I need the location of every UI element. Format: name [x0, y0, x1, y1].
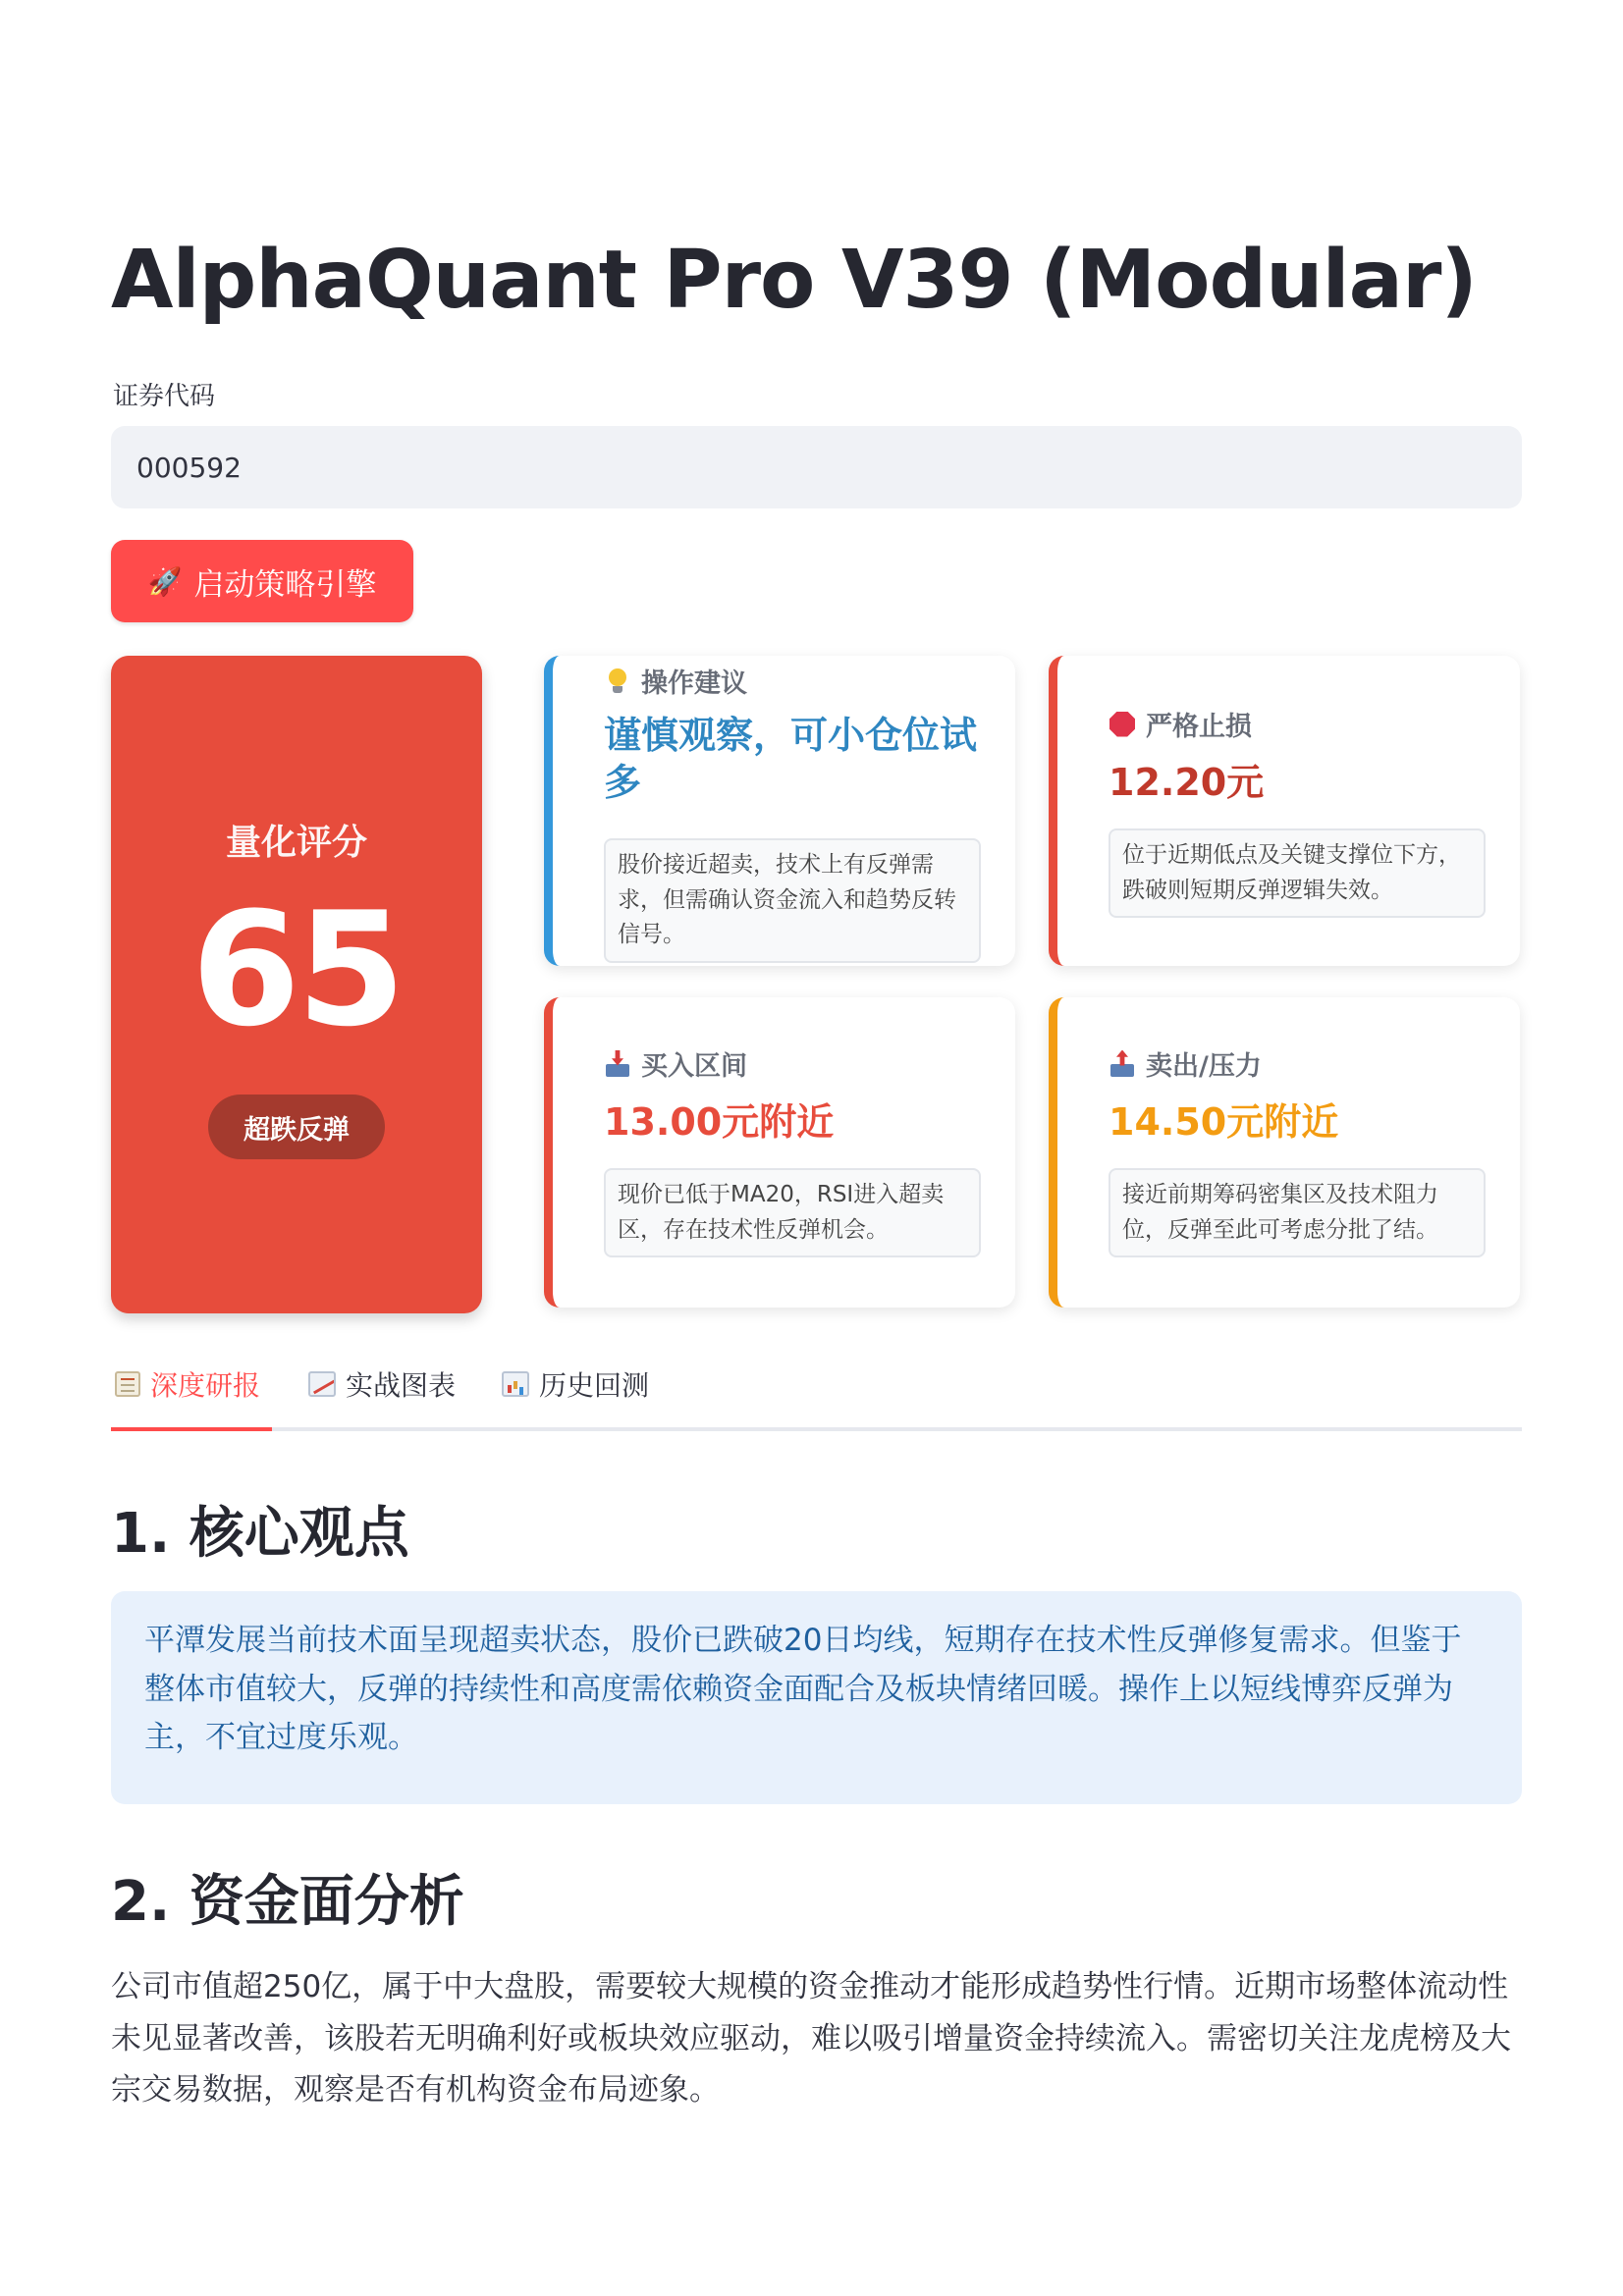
security-code-label: 证券代码	[113, 382, 216, 411]
score-badge: 超跌反弹	[208, 1095, 385, 1159]
stop-loss-card-header	[1109, 705, 1252, 743]
run-strategy-label: 启动策略引擎	[193, 566, 377, 603]
sell-pressure-card	[1049, 997, 1520, 1308]
stop-loss-card	[1049, 656, 1520, 966]
buy-zone-note: 现价已低于MA20，RSI进入超卖区，存在技术性反弹机会。	[604, 1168, 981, 1257]
advice-title: 操作建议	[641, 668, 747, 699]
core-view-info-box: 平潭发展当前技术面呈现超卖状态，股价已跌破20日均线，短期存在技术性反弹修复需求。但鉴于整体市值较大，反弹的持续性和高度需依赖资金面配合及板块情绪回暖。操作上以短线博弈反弹为主，不宜过度乐观。	[111, 1591, 1522, 1804]
score-label: 量化评分	[225, 823, 367, 863]
advice-note: 股价接近超卖，技术上有反弹需求，但需确认资金流入和趋势反转信号。	[604, 838, 981, 963]
sell-pressure-card-header	[1109, 1044, 1262, 1083]
advice-card-header	[604, 662, 747, 700]
tab-live-chart[interactable]	[308, 1364, 456, 1404]
stop-loss-value: 12.20元	[1109, 761, 1265, 804]
security-code-input[interactable]	[111, 426, 1522, 508]
advice-card	[544, 656, 1015, 966]
chart-increasing-icon	[308, 1371, 336, 1397]
buy-zone-card	[544, 997, 1015, 1308]
stop-sign-icon	[1109, 711, 1136, 738]
tab-deep-report[interactable]	[115, 1364, 260, 1404]
section-core-view-title: 1. 核心观点	[111, 1502, 409, 1566]
tab-live-chart-label: 实战图表	[346, 1369, 457, 1402]
stop-loss-note: 位于近期低点及关键支撑位下方，跌破则短期反弹逻辑失效。	[1109, 828, 1486, 918]
lightbulb-icon	[604, 667, 631, 695]
section-capital-analysis-title: 2. 资金面分析	[111, 1870, 464, 1934]
buy-zone-title: 买入区间	[641, 1051, 747, 1082]
inbox-tray-icon	[604, 1050, 631, 1078]
tab-backtest-label: 历史回测	[539, 1369, 650, 1402]
quant-score-card	[111, 656, 482, 1313]
sell-pressure-note: 接近前期筹码密集区及技术阻力位，反弹至此可考虑分批了结。	[1109, 1168, 1486, 1257]
memo-icon	[115, 1371, 140, 1397]
rocket-icon: 🚀	[147, 564, 183, 598]
app-title: AlphaQuant Pro V39 (Modular)	[111, 234, 1477, 327]
report-tabs	[111, 1357, 1522, 1431]
bar-chart-icon	[502, 1371, 529, 1397]
score-value: 65	[190, 878, 403, 1061]
capital-analysis-text: 公司市值超250亿，属于中大盘股，需要较大规模的资金推动才能形成趋势性行情。近期市场整体流动性未见显著改善，该股若无明确利好或板块效应驱动，难以吸引增量资金持续流入。需密切关注龙虎榜及大宗交易数据，观察是否有机构资金布局迹象。	[111, 1969, 1511, 2109]
tab-backtest[interactable]	[502, 1364, 649, 1404]
stop-loss-title: 严格止损	[1146, 712, 1252, 742]
advice-value: 谨慎观察，可小仓位试多	[604, 714, 978, 804]
tab-deep-report-label: 深度研报	[150, 1369, 261, 1402]
sell-pressure-title: 卖出/压力	[1146, 1051, 1262, 1082]
buy-zone-card-header	[604, 1044, 747, 1083]
buy-zone-value: 13.00元附近	[604, 1100, 835, 1144]
active-tab-indicator	[111, 1427, 272, 1431]
outbox-tray-icon	[1109, 1050, 1136, 1078]
sell-pressure-value: 14.50元附近	[1109, 1100, 1339, 1144]
run-strategy-button[interactable]	[111, 540, 413, 622]
